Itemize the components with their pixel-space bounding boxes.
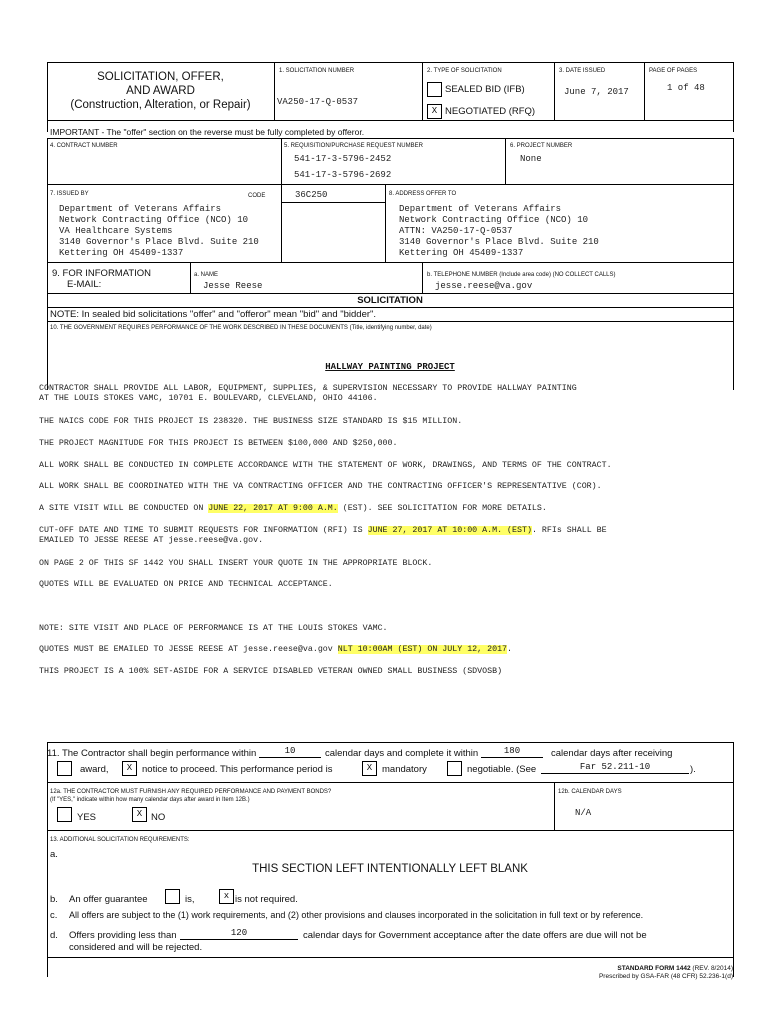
form-number-bold: STANDARD FORM 1442 bbox=[617, 965, 691, 972]
requisition-number-2[interactable]: 541-17-3-5796-2692 bbox=[294, 170, 392, 180]
bonds-yes-checkbox[interactable] bbox=[57, 807, 72, 822]
item13-d-text: considered and will be rejected. bbox=[69, 942, 203, 953]
offer-line: ATTN: VA250-17-Q-0537 bbox=[399, 226, 513, 236]
additional-requirements-label: 13. ADDITIONAL SOLICITATION REQUIREMENTS: bbox=[50, 837, 190, 843]
item11-close: ). bbox=[690, 764, 696, 775]
item13-d-text: Offers providing less than bbox=[69, 930, 177, 941]
code-label: CODE bbox=[248, 193, 266, 199]
offer-line: Network Contracting Office (NCO) 10 bbox=[399, 215, 589, 225]
date-issued-value[interactable]: June 7, 2017 bbox=[564, 87, 629, 97]
row-line bbox=[47, 138, 733, 139]
divider bbox=[422, 62, 423, 120]
sealed-bid-checkbox[interactable] bbox=[427, 82, 442, 97]
important-note: IMPORTANT - The "offer" section on the reverse must be fully completed by offeror. bbox=[50, 127, 365, 137]
text: A SITE VISIT WILL BE CONDUCTED ON bbox=[39, 504, 209, 513]
paragraph: THIS PROJECT IS A 100% SET-ASIDE FOR A SERVICE DISABLED VETERAN OWNED SMALL BUSINESS (SDVOSB) bbox=[39, 667, 503, 676]
solicitation-number-label: 1. SOLICITATION NUMBER bbox=[279, 68, 355, 74]
blank-section-notice: THIS SECTION LEFT INTENTIONALLY LEFT BLANK bbox=[252, 863, 528, 875]
calendar-days-value[interactable]: N/A bbox=[575, 808, 592, 818]
divider bbox=[281, 138, 282, 184]
divider bbox=[644, 62, 645, 120]
requisition-number-label: 5. REQUISITION/PURCHASE REQUEST NUMBER bbox=[284, 143, 423, 149]
email-label: E-MAIL: bbox=[67, 279, 102, 290]
work-description-label: 10. THE GOVERNMENT REQUIRES PERFORMANCE OF THE WORK DESCRIBED IN THESE DOCUMENTS (Title, identifying number, date) bbox=[50, 325, 432, 331]
begin-days-field[interactable]: 10 bbox=[259, 746, 321, 758]
row-line bbox=[47, 184, 733, 185]
paragraph: THE NAICS CODE FOR THIS PROJECT IS 238320. THE BUSINESS SIZE STANDARD IS $15 MILLION. bbox=[39, 417, 463, 426]
quotes-paragraph bbox=[39, 645, 739, 655]
pages-label: PAGE OF PAGES bbox=[649, 68, 698, 74]
name-label: a. NAME bbox=[194, 272, 219, 278]
bottom-border bbox=[47, 957, 733, 958]
highlighted-date: JUNE 22, 2017 AT 9:00 A.M. bbox=[208, 504, 338, 513]
paragraph: EMAILED TO JESSE REESE AT jesse.reese@va.gov. bbox=[39, 536, 264, 545]
paragraph: THE PROJECT MAGNITUDE FOR THIS PROJECT IS BETWEEN $100,000 AND $250,000. bbox=[39, 439, 398, 448]
issued-line: Department of Veterans Affairs bbox=[59, 204, 222, 214]
divider bbox=[505, 138, 506, 184]
title-line-3: (Construction, Alteration, or Repair) bbox=[70, 99, 251, 111]
guarantee-text: An offer guarantee bbox=[69, 894, 148, 905]
project-title: HALLWAY PAINTING PROJECT bbox=[325, 362, 455, 372]
left-border bbox=[47, 742, 48, 977]
yes-label: YES bbox=[77, 812, 97, 823]
item13-c: c. bbox=[50, 910, 58, 921]
offer-line: 3140 Governor's Place Blvd. Suite 210 bbox=[399, 237, 599, 247]
prescribed-by: Prescribed by GSA-FAR (48 CFR) 52.236-1(d) bbox=[598, 973, 733, 980]
divider bbox=[554, 62, 555, 120]
calendar-days-label: 12b. CALENDAR DAYS bbox=[558, 789, 622, 795]
divider bbox=[385, 184, 386, 262]
issued-by-address[interactable] bbox=[59, 204, 259, 259]
issued-by-label: 7. ISSUED BY bbox=[50, 191, 89, 197]
notice-to-proceed-checkbox[interactable]: X bbox=[122, 761, 137, 776]
item13-b: b. bbox=[50, 894, 58, 905]
name-value[interactable]: Jesse Reese bbox=[203, 281, 263, 291]
row-line bbox=[47, 262, 733, 263]
acceptance-days-field[interactable]: 120 bbox=[180, 928, 298, 940]
bonds-sublabel: (If "YES," indicate within how many calendar days after award in Item 12B.) bbox=[50, 797, 250, 803]
solicitation-form bbox=[39, 62, 733, 987]
left-border bbox=[47, 138, 48, 390]
code-underline bbox=[281, 202, 385, 203]
paragraph: AT THE LOUIS STOKES VAMC, 10701 E. BOULEVARD, CLEVELAND, OHIO 44106. bbox=[39, 394, 378, 403]
bonds-label: 12a. THE CONTRACTOR MUST FURNISH ANY REQUIRED PERFORMANCE AND PAYMENT BONDS? bbox=[50, 789, 332, 795]
row-line bbox=[47, 742, 733, 743]
negotiable-label: negotiable. (See bbox=[467, 764, 537, 775]
solicitation-heading: SOLICITATION bbox=[357, 295, 423, 306]
text: QUOTES MUST BE EMAILED TO JESSE REESE AT jesse.reese@va.gov bbox=[39, 645, 338, 654]
issued-line: Kettering OH 45409-1337 bbox=[59, 248, 184, 258]
sealed-bid-note: NOTE: In sealed bid solicitations "offer" and "offeror" mean "bid" and "bidder". bbox=[50, 309, 377, 320]
mandatory-label: mandatory bbox=[382, 764, 427, 775]
row-line bbox=[47, 782, 733, 783]
offer-line: Kettering OH 45409-1337 bbox=[399, 248, 524, 258]
paragraph: ALL WORK SHALL BE CONDUCTED IN COMPLETE ACCORDANCE WITH THE STATEMENT OF WORK, DRAWINGS, AND TERMS OF THE CONTRACT. bbox=[39, 461, 612, 470]
rfi-paragraph bbox=[39, 526, 739, 536]
offer-address[interactable] bbox=[399, 204, 599, 259]
item13-c-text: All offers are subject to the (1) work requirements, and (2) other provisions and clauses incorporated in the solicitation in full text or by reference. bbox=[69, 910, 644, 920]
text: . RFIs SHALL BE bbox=[531, 526, 607, 535]
row-line bbox=[47, 307, 733, 308]
item13-d-text: calendar days for Government acceptance after the date offers are due will not be bbox=[303, 930, 647, 941]
divider bbox=[281, 184, 282, 262]
issued-line: VA Healthcare Systems bbox=[59, 226, 173, 236]
sealed-bid-label: SEALED BID (IFB) bbox=[445, 84, 525, 95]
address-offer-label: 8. ADDRESS OFFER TO bbox=[389, 191, 457, 197]
mandatory-checkbox[interactable]: X bbox=[362, 761, 377, 776]
negotiated-checkbox[interactable]: X bbox=[427, 104, 442, 119]
paragraph: ALL WORK SHALL BE COORDINATED WITH THE VA CONTRACTING OFFICER AND THE CONTRACTING OFFICER'S REPRESENTATIVE (COR). bbox=[39, 482, 602, 491]
row-line bbox=[47, 293, 733, 294]
title-line-2: AND AWARD bbox=[126, 85, 195, 97]
no-label: NO bbox=[151, 812, 166, 823]
issued-line: 3140 Governor's Place Blvd. Suite 210 bbox=[59, 237, 259, 247]
right-border bbox=[733, 138, 734, 390]
contract-number-label: 4. CONTRACT NUMBER bbox=[50, 143, 118, 149]
text: . bbox=[507, 645, 513, 654]
right-border-top bbox=[733, 62, 734, 132]
solicitation-number-value[interactable]: VA250-17-Q-0537 bbox=[277, 97, 359, 107]
award-checkbox[interactable] bbox=[57, 761, 72, 776]
divider bbox=[554, 782, 555, 830]
guarantee-not-required-checkbox[interactable]: x bbox=[219, 889, 234, 904]
item11-text: calendar days and complete it within bbox=[325, 748, 479, 759]
item13-d: d. bbox=[50, 930, 58, 941]
requisition-number-1[interactable]: 541-17-3-5796-2452 bbox=[294, 154, 392, 164]
row-line bbox=[47, 120, 733, 121]
paragraph: QUOTES WILL BE EVALUATED ON PRICE AND TECHNICAL ACCEPTANCE. bbox=[39, 580, 333, 589]
divider bbox=[190, 262, 191, 293]
pages-value[interactable]: 1 of 48 bbox=[667, 83, 705, 93]
solicitation-type-label: 2. TYPE OF SOLICITATION bbox=[427, 68, 502, 74]
offer-line: Department of Veterans Affairs bbox=[399, 204, 562, 214]
issued-line: Network Contracting Office (NCO) 10 bbox=[59, 215, 249, 225]
date-issued-label: 3. DATE ISSUED bbox=[559, 68, 606, 74]
title-line-1: SOLICITATION, OFFER, bbox=[97, 71, 224, 83]
highlighted-date: JUNE 27, 2017 AT 10:00 A.M. (EST) bbox=[367, 526, 532, 535]
site-visit-paragraph bbox=[39, 504, 739, 514]
see-reference-field[interactable]: Far 52.211-10 bbox=[541, 762, 689, 774]
complete-days-field[interactable]: 180 bbox=[481, 746, 543, 758]
code-value[interactable]: 36C250 bbox=[295, 190, 328, 200]
bonds-no-checkbox[interactable]: X bbox=[132, 807, 147, 822]
highlighted-date: NLT 10:00AM (EST) ON JULY 12, 2017 bbox=[337, 645, 508, 654]
row-line bbox=[47, 830, 733, 831]
divider bbox=[422, 262, 423, 293]
paragraph: CONTRACTOR SHALL PROVIDE ALL LABOR, EQUIPMENT, SUPPLIES, & SUPERVISION NECESSARY TO PROVIDE HALLWAY PAINTING bbox=[39, 384, 577, 393]
form-number bbox=[477, 965, 733, 973]
negotiated-label: NEGOTIATED (RFQ) bbox=[445, 106, 536, 117]
negotiable-checkbox[interactable] bbox=[447, 761, 462, 776]
text: CUT-OFF DATE AND TIME TO SUBMIT REQUESTS FOR INFORMATION (RFI) IS bbox=[39, 526, 368, 535]
right-border bbox=[733, 742, 734, 977]
text: (EST). SEE SOLICITATION FOR MORE DETAILS. bbox=[337, 504, 547, 513]
guarantee-required-checkbox[interactable] bbox=[165, 889, 180, 904]
is-label: is, bbox=[185, 894, 195, 905]
row-line bbox=[47, 321, 733, 322]
paragraph: NOTE: SITE VISIT AND PLACE OF PERFORMANCE IS AT THE LOUIS STOKES VAMC. bbox=[39, 624, 388, 633]
item13-a: a. bbox=[50, 849, 58, 860]
not-required-label: is not required. bbox=[235, 894, 298, 905]
item11-text: 11. The Contractor shall begin performance within bbox=[47, 748, 257, 759]
for-information-label: 9. FOR INFORMATION bbox=[52, 268, 152, 279]
divider bbox=[274, 62, 275, 120]
form-footer bbox=[477, 965, 733, 981]
project-number-value[interactable]: None bbox=[520, 154, 542, 164]
project-number-label: 6. PROJECT NUMBER bbox=[510, 143, 573, 149]
notice-label: notice to proceed. This performance period is bbox=[142, 764, 333, 775]
telephone-value[interactable]: jesse.reese@va.gov bbox=[435, 281, 533, 291]
telephone-label: b. TELEPHONE NUMBER (Include area code) (NO COLLECT CALLS) bbox=[427, 272, 616, 278]
award-label: award, bbox=[80, 764, 109, 775]
paragraph: ON PAGE 2 OF THIS SF 1442 YOU SHALL INSERT YOUR QUOTE IN THE APPROPRIATE BLOCK. bbox=[39, 559, 433, 568]
form-revision: (REV. 8/2014) bbox=[690, 965, 733, 972]
item11-text: calendar days after receiving bbox=[551, 748, 673, 759]
top-border bbox=[47, 62, 733, 63]
form-title bbox=[47, 70, 274, 112]
